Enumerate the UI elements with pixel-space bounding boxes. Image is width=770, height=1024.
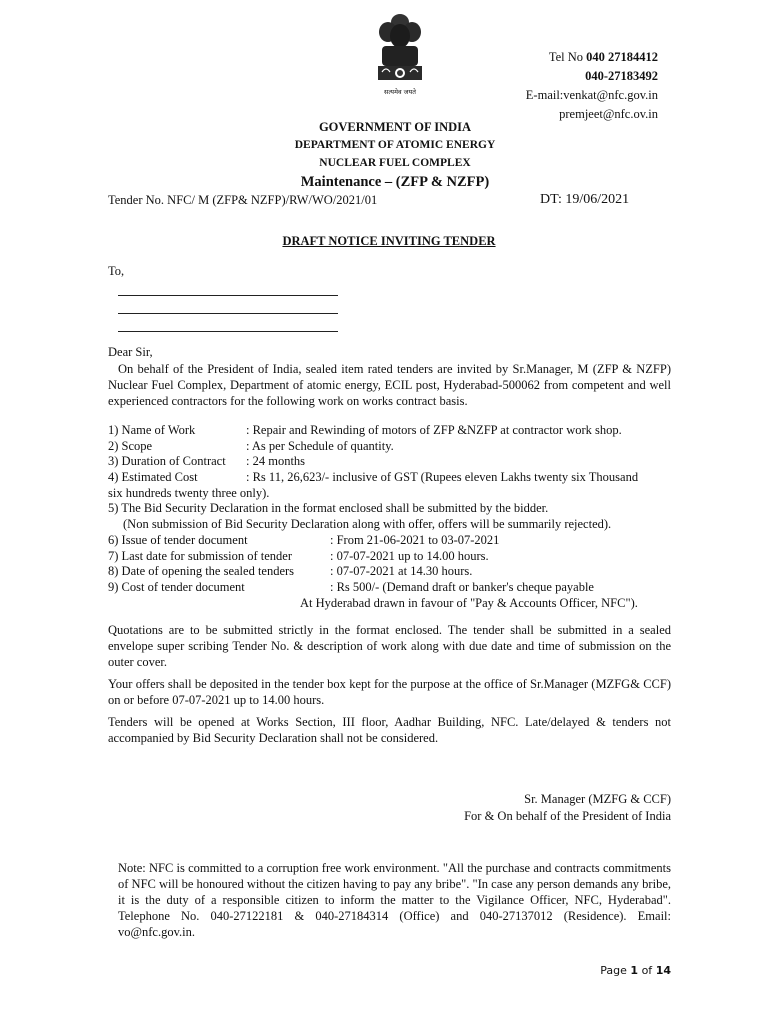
document-title: DRAFT NOTICE INVITING TENDER	[282, 234, 496, 248]
page-number: 1	[630, 964, 639, 977]
intro-paragraph: On behalf of the President of India, sealed item rated tenders are invited by Sr.Manager, M (ZFP & NZFP) Nuclear Fuel Complex, Department of atomic energy, ECIL post, Hyderabad-500062 from competent and well experienced contractors for the following work on works contract basis.	[108, 362, 671, 408]
svg-text:सत्यमेव जयते: सत्यमेव जयते	[384, 88, 416, 96]
vigilance-note: Note: NFC is committed to a corruption free work environment. "All the purchase and contracts commitments of NFC will be honoured without the citizen having to pay any bribe". "In case any person demands any bribe, it is the duty of a responsible citizen to inform the matter to the Vigilance Officer, NFC, Hyderabad". Telephone No. 040-27122181 & 040-27184314 (Office) and 040-27137012 (Residence). Email: vo@nfc.gov.in.	[118, 861, 671, 939]
list-item: 1) Name of Work : Repair and Rewinding of motors of ZFP &NZFP at contractor work shop.	[108, 423, 622, 437]
telephone-number-1: 040 27184412	[586, 50, 658, 64]
national-emblem-icon	[372, 10, 428, 100]
list-item: 9) Cost of tender document : Rs 500/- (Demand draft or banker's cheque payable	[108, 579, 594, 594]
list-item: 8) Date of opening the sealed tenders : 07-07-2021 at 14.30 hours.	[108, 564, 473, 579]
header-section: Maintenance – (ZFP & NZFP)	[300, 174, 490, 190]
list-item: 4) Estimated Cost : Rs 11, 26,623/- inclusive of GST (Rupees eleven Lakhs twenty six Thousand	[108, 470, 639, 485]
list-item: 3) Duration of Contract : 24 months	[108, 454, 306, 469]
opening-paragraph: Tenders will be opened at Works Section, III floor, Aadhar Building, NFC. Late/delayed & tenders not accompanied by Bid Security Declaration shall not be considered.	[108, 715, 671, 745]
submission-paragraph: Quotations are to be submitted strictly in the format enclosed. The tender shall be submitted in a sealed envelope super scribing Tender No. & description of work along with due date and time of submission on the outer cover.	[108, 623, 671, 669]
salutation: Dear Sir,	[108, 345, 153, 359]
header-government: GOVERNMENT OF INDIA	[318, 120, 472, 134]
deposit-paragraph: Your offers shall be deposited in the tender box kept for the purpose at the office of Sr.Manager (MZFG& CCF) on or before 07-07-2021 up to 14.00 hours.	[108, 677, 671, 707]
list-item: 2) Scope : As per Schedule of quantity.	[108, 438, 394, 453]
list-item: At Hyderabad drawn in favour of "Pay & Accounts Officer, NFC").	[300, 595, 638, 610]
telephone-number-2: 040-27183492	[585, 69, 658, 83]
addressee-label: To,	[108, 264, 125, 278]
header-complex: NUCLEAR FUEL COMPLEX	[319, 157, 471, 169]
list-item: 7) Last date for submission of tender : 07-07-2021 up to 14.00 hours.	[108, 548, 489, 563]
address-line-3	[118, 331, 338, 332]
signatory-title: Sr. Manager (MZFG & CCF)	[524, 792, 671, 806]
email-1: E-mail:venkat@nfc.gov.in	[525, 88, 658, 102]
list-item: 5) The Bid Security Declaration in the format enclosed shall be submitted by the bidder.	[108, 501, 549, 516]
email-2: premjeet@nfc.ov.in	[559, 107, 658, 121]
list-item: (Non submission of Bid Security Declaration along with offer, offers will be summarily rejected).	[123, 517, 612, 532]
header-department: DEPARTMENT OF ATOMIC ENERGY	[294, 139, 496, 151]
tender-details-list	[108, 423, 678, 611]
address-line-2	[118, 313, 338, 314]
address-line-1	[118, 295, 338, 296]
signature-block	[400, 791, 671, 825]
list-item: 6) Issue of tender document : From 21-06-2021 to 03-07-2021	[108, 532, 500, 547]
list-item: six hundreds twenty three only).	[108, 485, 270, 500]
contact-block	[480, 48, 658, 124]
page-total: 14	[655, 964, 671, 977]
tender-number: Tender No. NFC/ M (ZFP& NZFP)/RW/WO/2021/01	[108, 193, 378, 207]
telephone-line: Tel No 040 27184412	[548, 50, 658, 64]
tender-date: DT: 19/06/2021	[540, 192, 630, 207]
signatory-authority: For & On behalf of the President of India	[464, 809, 671, 823]
page-footer: Page 1 of 14	[600, 964, 671, 977]
